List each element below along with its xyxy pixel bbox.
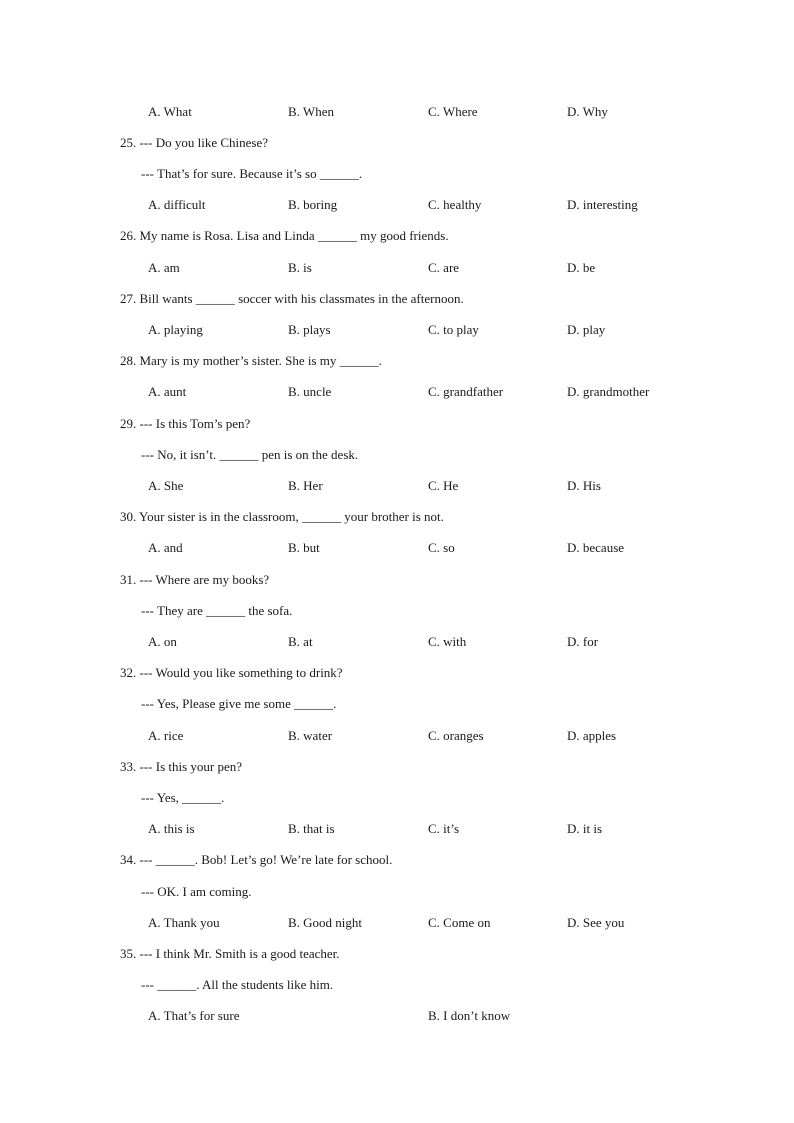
q29-option-c: C. He <box>428 478 459 493</box>
q29-stem: 29. --- Is this Tom’s pen? <box>120 416 251 431</box>
q25-options <box>0 196 794 214</box>
q32-option-c: C. oranges <box>428 728 484 743</box>
q26-option-c: C. are <box>428 260 460 275</box>
q35-stem: 35. --- I think Mr. Smith is a good teacher. <box>120 946 340 961</box>
q24-option-d: D. Why <box>567 104 608 119</box>
q28-option-d: D. grandmother <box>567 384 650 399</box>
q24-option-b: B. When <box>288 104 334 119</box>
q32-option-b: B. water <box>288 728 333 743</box>
q30-option-b: B. but <box>288 540 320 555</box>
q27-options <box>0 321 794 339</box>
q30-option-a: A. and <box>148 540 183 555</box>
q28-options <box>0 383 794 401</box>
q34-stem: 34. --- ______. Bob! Let’s go! We’re late for school. <box>120 852 393 867</box>
q34-option-d: D. See you <box>567 915 625 930</box>
q26-option-a: A. am <box>148 260 180 275</box>
q29-option-d: D. His <box>567 478 601 493</box>
q34-options <box>0 914 794 932</box>
q31-option-d: D. for <box>567 634 599 649</box>
q30-options <box>0 539 794 557</box>
q34-reply: --- OK. I am coming. <box>141 884 252 899</box>
q35-option-b: B. I don’t know <box>428 1008 511 1023</box>
q28-option-c: C. grandfather <box>428 384 504 399</box>
q24-option-a: A. What <box>148 104 192 119</box>
q31-options <box>0 633 794 651</box>
q33-reply: --- Yes, ______. <box>141 790 225 805</box>
q25-reply: --- That’s for sure. Because it’s so ______. <box>141 166 363 181</box>
q34-option-b: B. Good night <box>288 915 363 930</box>
q32-reply: --- Yes, Please give me some ______. <box>141 696 337 711</box>
q31-option-a: A. on <box>148 634 177 649</box>
q28-option-a: A. aunt <box>148 384 187 399</box>
q27-option-a: A. playing <box>148 322 203 337</box>
q28-stem: 28. Mary is my mother’s sister. She is my ______. <box>120 353 382 368</box>
q24-option-c: C. Where <box>428 104 478 119</box>
q30-option-d: D. because <box>567 540 625 555</box>
q31-option-c: C. with <box>428 634 467 649</box>
q25-stem: 25. --- Do you like Chinese? <box>120 135 269 150</box>
q32-option-a: A. rice <box>148 728 184 743</box>
q29-option-a: A. She <box>148 478 184 493</box>
q26-option-b: B. is <box>288 260 312 275</box>
q32-option-d: D. apples <box>567 728 617 743</box>
q30-option-c: C. so <box>428 540 455 555</box>
q32-options <box>0 727 794 745</box>
q25-option-b: B. boring <box>288 197 338 212</box>
q24-options <box>0 103 794 121</box>
q33-option-a: A. this is <box>148 821 195 836</box>
q27-option-b: B. plays <box>288 322 331 337</box>
q27-option-c: C. to play <box>428 322 479 337</box>
q35-reply: --- ______. All the students like him. <box>141 977 334 992</box>
q25-option-c: C. healthy <box>428 197 482 212</box>
q27-stem: 27. Bill wants ______ soccer with his classmates in the afternoon. <box>120 291 464 306</box>
q34-option-a: A. Thank you <box>148 915 220 930</box>
q33-options <box>0 820 794 838</box>
q27-option-d: D. play <box>567 322 606 337</box>
q31-option-b: B. at <box>288 634 313 649</box>
q29-option-b: B. Her <box>288 478 323 493</box>
q35-option-a: A. That’s for sure <box>148 1008 240 1023</box>
q26-options <box>0 259 794 277</box>
q33-stem: 33. --- Is this your pen? <box>120 759 243 774</box>
q32-stem: 32. --- Would you like something to drink? <box>120 665 343 680</box>
q26-stem: 26. My name is Rosa. Lisa and Linda ______ my good friends. <box>120 228 449 243</box>
q26-option-d: D. be <box>567 260 596 275</box>
q33-option-c: C. it’s <box>428 821 460 836</box>
q25-option-d: D. interesting <box>567 197 638 212</box>
q30-stem: 30. Your sister is in the classroom, ______ your brother is not. <box>120 509 444 524</box>
q29-options <box>0 477 794 495</box>
q35-options <box>0 1007 794 1025</box>
q29-reply: --- No, it isn’t. ______ pen is on the desk. <box>141 447 359 462</box>
q33-option-b: B. that is <box>288 821 335 836</box>
q31-stem: 31. --- Where are my books? <box>120 572 270 587</box>
q31-reply: --- They are ______ the sofa. <box>141 603 293 618</box>
q33-option-d: D. it is <box>567 821 603 836</box>
q34-option-c: C. Come on <box>428 915 491 930</box>
q25-option-a: A. difficult <box>148 197 206 212</box>
q28-option-b: B. uncle <box>288 384 332 399</box>
